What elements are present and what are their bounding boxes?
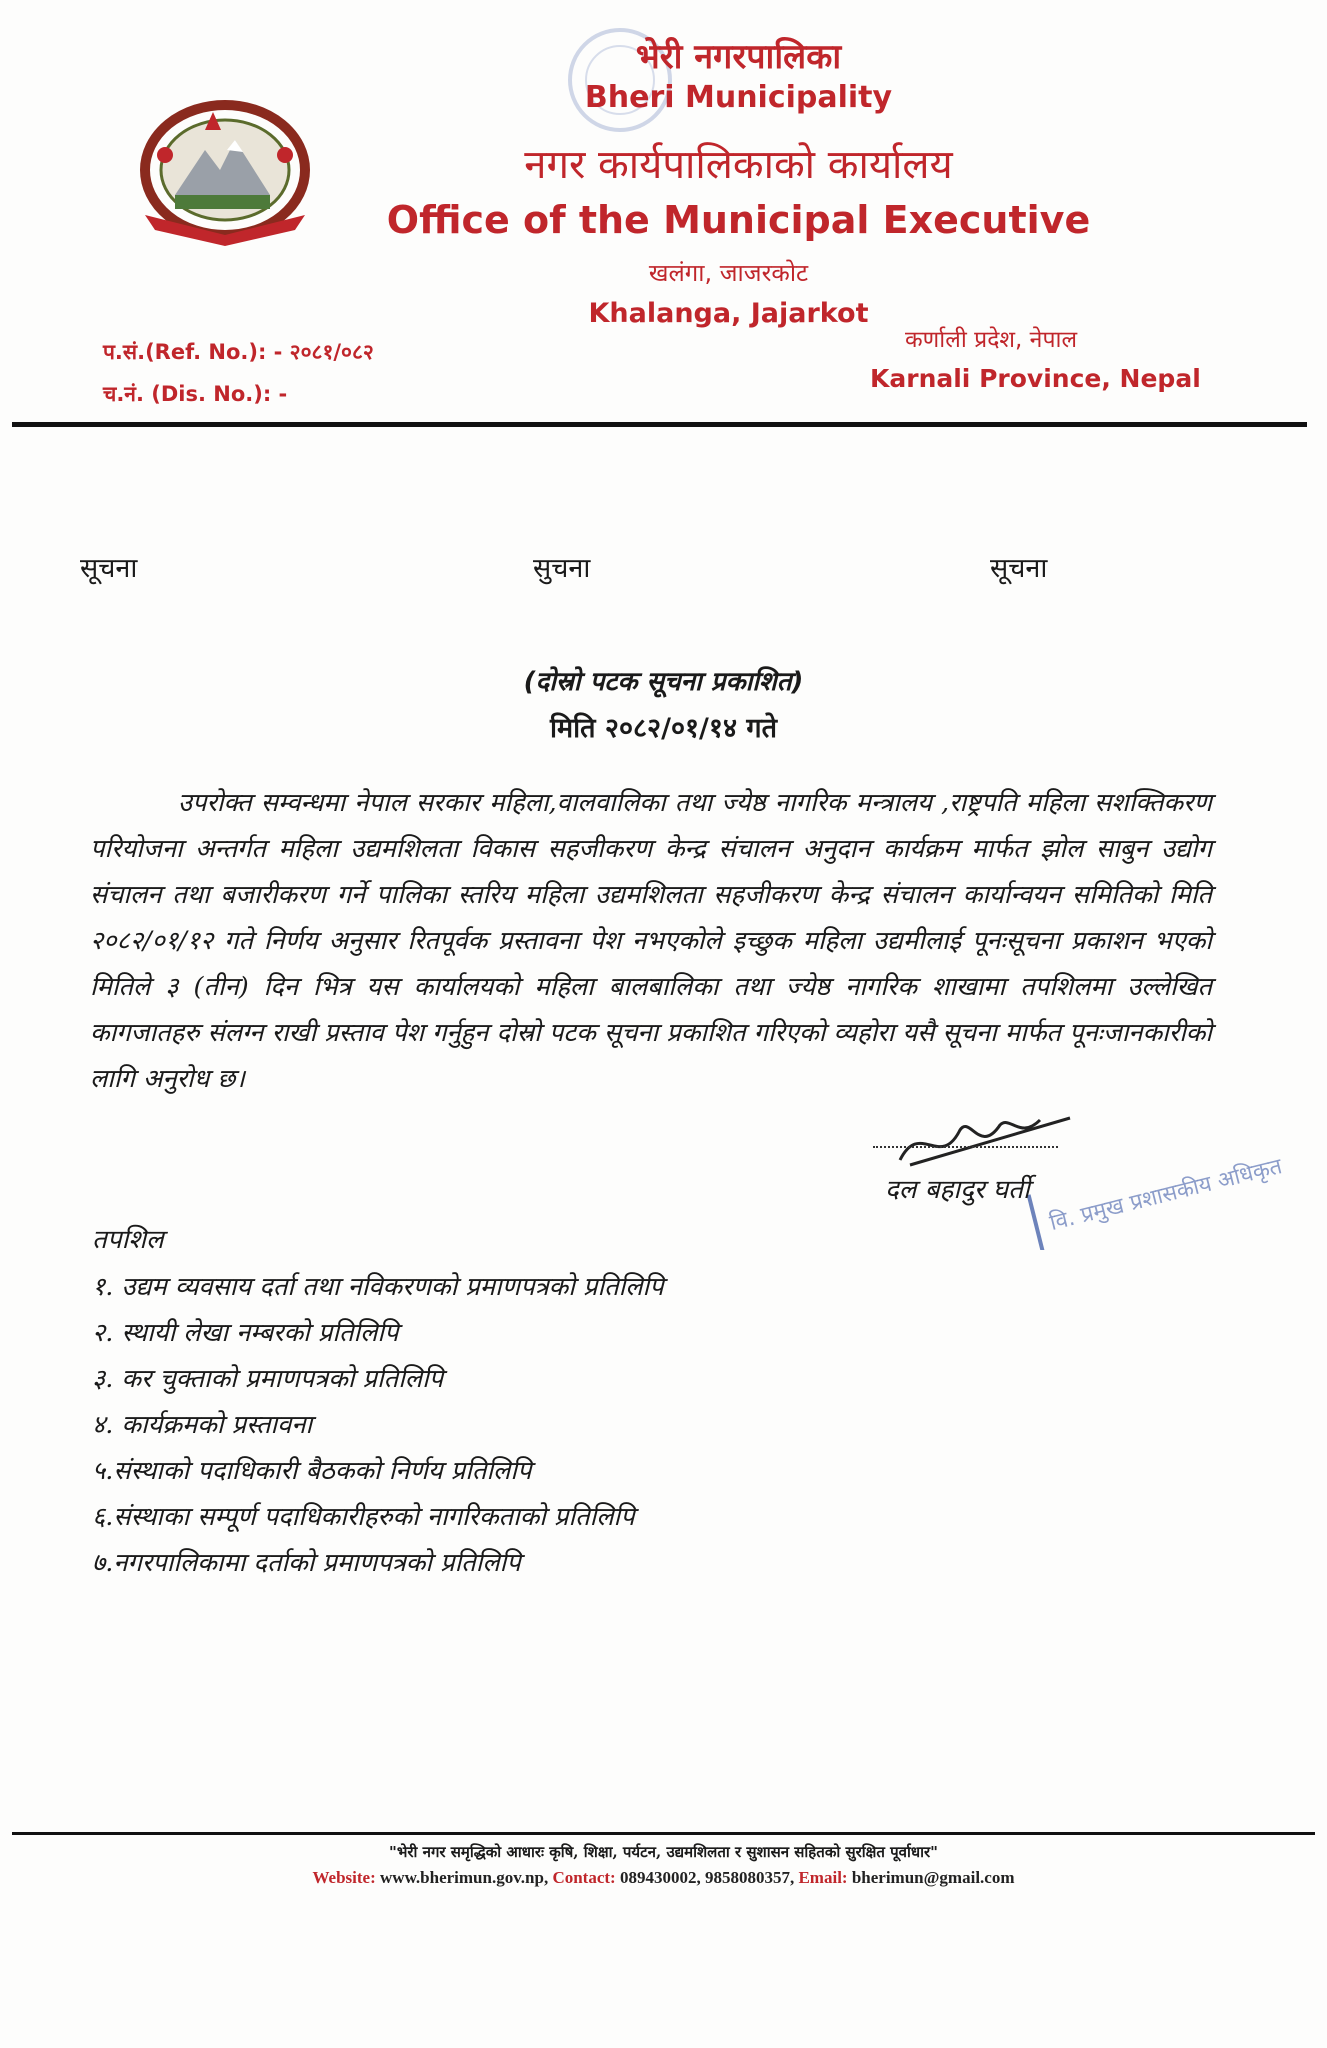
website-label: Website: bbox=[312, 1868, 376, 1887]
list-item: ६.संस्थाका सम्पूर्ण पदाधिकारीहरुको नागरिकताको प्रतिलिपि bbox=[92, 1502, 635, 1532]
notice-heading-right: सूचना bbox=[990, 553, 1048, 584]
dispatch-number: च.नं. (Dis. No.): - bbox=[103, 382, 288, 406]
signature-line bbox=[873, 1146, 1058, 1148]
contact-label: Contact: bbox=[552, 1868, 616, 1887]
email-label: Email: bbox=[798, 1868, 848, 1887]
list-item: ३. कर चुक्ताको प्रमाणपत्रको प्रतिलिपि bbox=[92, 1364, 444, 1394]
website-link[interactable]: www.bherimun.gov.np, bbox=[380, 1868, 549, 1887]
footer-divider bbox=[12, 1832, 1315, 1835]
annex-title: तपशिल bbox=[92, 1225, 164, 1255]
municipality-name-en: Bheri Municipality bbox=[584, 80, 893, 115]
list-item: १. उद्यम व्यवसाय दर्ता तथा नविकरणको प्रमाणपत्रको प्रतिलिपि bbox=[92, 1272, 664, 1302]
annex-list bbox=[92, 1264, 664, 1586]
municipality-name-np: भेरी नगरपालिका bbox=[635, 37, 842, 77]
signer-name: दल बहादुर घर्ती bbox=[885, 1175, 1030, 1205]
contact-numbers: 089430002, 9858080357, bbox=[619, 1868, 795, 1887]
notice-heading-left: सूचना bbox=[80, 553, 138, 584]
footer-slogan: "भेरी नगर समृद्धिको आधारः कृषि, शिक्षा, पर्यटन, उद्यमशिलता र सुशासन सहितको सुरक्षित पूर्वाधार" bbox=[389, 1843, 938, 1861]
second-publication-label: (दोस्रो पटक सूचना प्रकाशित) bbox=[523, 667, 804, 697]
header-divider bbox=[12, 422, 1307, 427]
province-en: Karnali Province, Nepal bbox=[870, 364, 1201, 393]
office-name-en: Office of the Municipal Executive bbox=[386, 198, 1091, 242]
notice-heading-center: सुचना bbox=[533, 553, 591, 584]
notice-body: उपरोक्त सम्वन्धमा नेपाल सरकार महिला,वालवालिका तथा ज्येष्ठ नागरिक मन्त्रालय ,राष्ट्रपति महिला सशक्तिकरण परियोजना अन्तर्गत महिला उद्यमशिलता विकास सहजीकरण केन्द्र संचालन अनुदान कार्यक्रम मार्फत झोल साबुन उद्योग संचालन तथा बजारीकरण गर्ने पालिका स्तरिय महिला उद्यमशिलता सहजीकरण केन्द्र संचालन कार्यान्वयन समितिको मिति २०८२/०१/१२ गते निर्णय अनुसार रितपूर्वक प्रस्तावना पेश नभएकोले इच्छुक महिला उद्यमीलाई पूनःसूचना प्रकाशन भएको मितिले ३ (तीन) दिन भित्र यस कार्यालयको महिला बालबालिका तथा ज्येष्ठ नागरिक शाखामा तपशिलमा उल्लेखित कागजातहरु संलग्न राखी प्रस्ताव पेश गर्नुहुन दोस्रो पटक सूचना प्रकाशित गरिएको व्यहोरा यसै सूचना मार्फत पूनःजानकारीको लागि अनुरोध छ। bbox=[90, 788, 1212, 1094]
address-en: Khalanga, Jajarkot bbox=[588, 298, 869, 329]
office-name-np: नगर कार्यपालिकाको कार्यालय bbox=[524, 142, 953, 188]
email-link[interactable]: bherimun@gmail.com bbox=[851, 1868, 1015, 1887]
province-np: कर्णाली प्रदेश, नेपाल bbox=[905, 327, 1078, 353]
list-item: २. स्थायी लेखा नम्बरको प्रतिलिपि bbox=[92, 1318, 399, 1348]
notice-date: मिति २०८२/०१/१४ गते bbox=[550, 713, 777, 744]
reference-number: प.सं.(Ref. No.): - २०८१/०८२ bbox=[103, 340, 374, 364]
officer-stamp bbox=[1020, 1100, 1320, 1254]
footer-contact bbox=[0, 1868, 1327, 1888]
stamp-text: वि. प्रमुख प्रशासकीय अधिकृत bbox=[1047, 1154, 1285, 1237]
list-item: ५.संस्थाको पदाधिकारी बैठकको निर्णय प्रतिलिपि bbox=[92, 1456, 532, 1486]
list-item: ७.नगरपालिकामा दर्ताको प्रमाणपत्रको प्रतिलिपि bbox=[92, 1548, 521, 1578]
list-item: ४. कार्यक्रमको प्रस्तावना bbox=[92, 1410, 313, 1440]
address-np: खलंगा, जाजरकोट bbox=[648, 259, 809, 287]
